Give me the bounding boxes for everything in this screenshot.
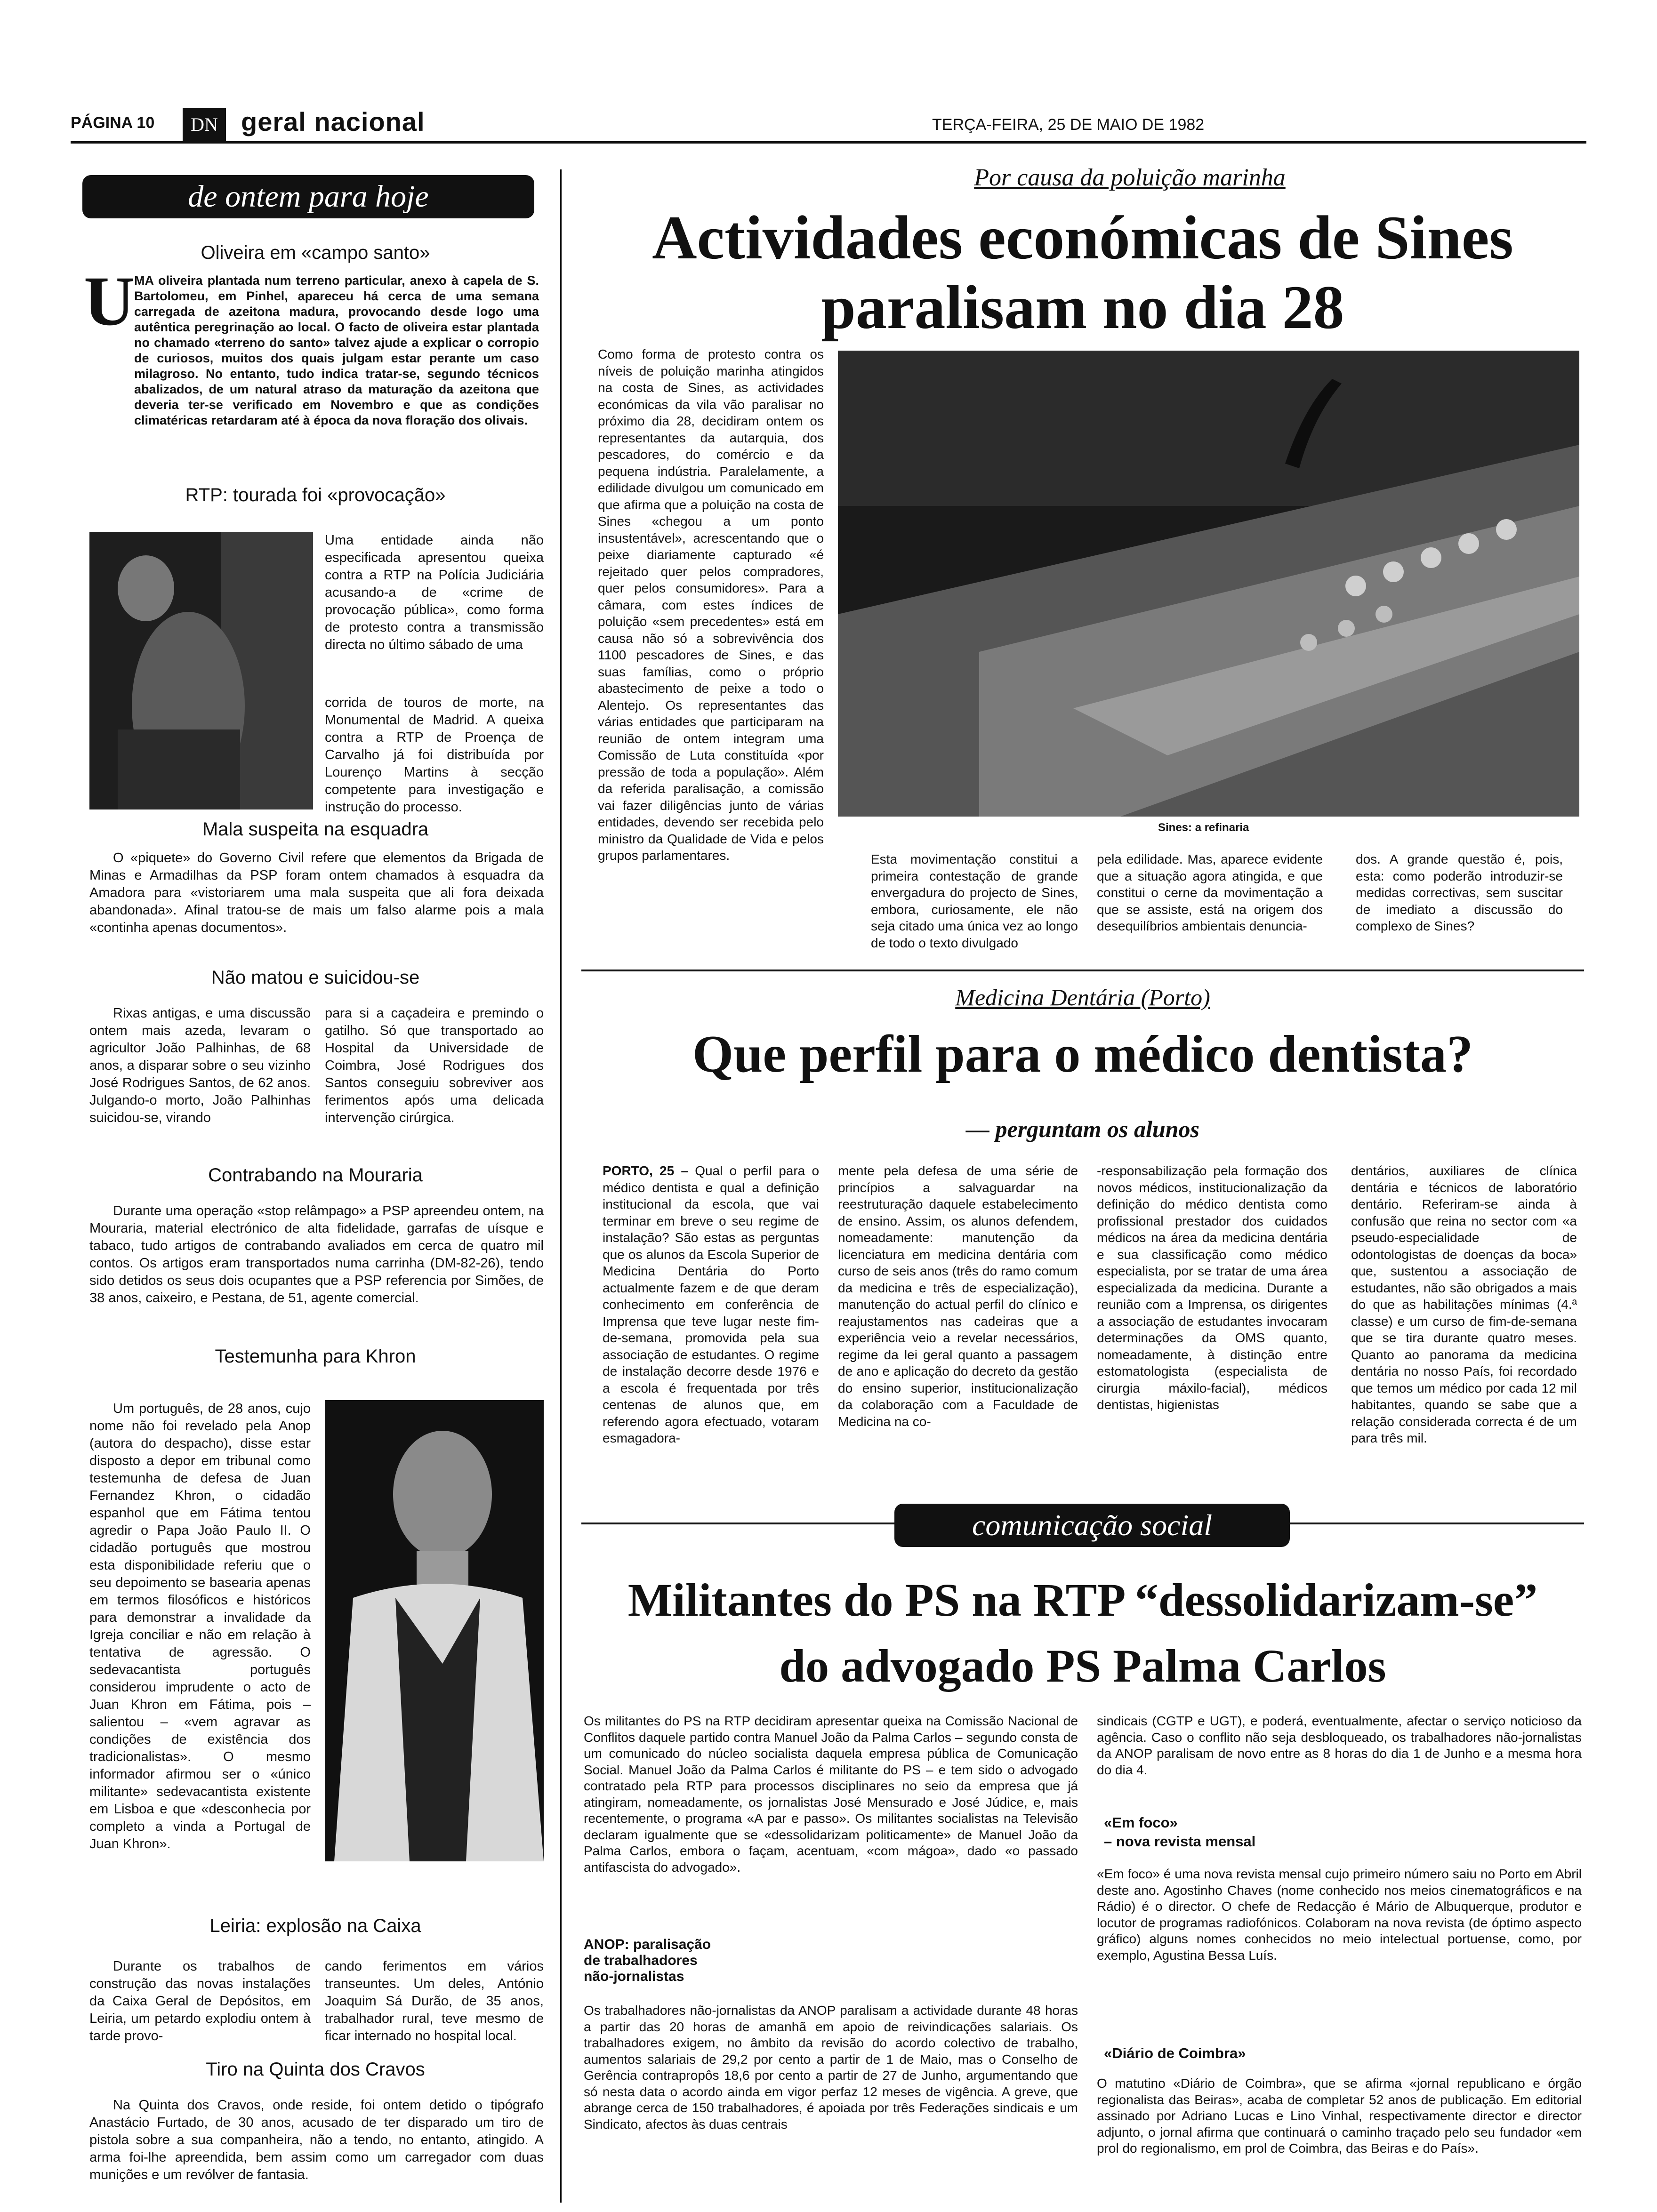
story-title-oliveira: Oliveira em «campo santo» [201,242,430,263]
headline-ps-2: do advogado PS Palma Carlos [779,1640,1386,1692]
headline-sines-2: paralisam no dia 28 [821,272,1344,342]
story-text-tiro: Na Quinta dos Cravos, onde reside, foi ontem detido o tipógrafo Anastácio Furtado, de 30 anos, acusado de ter disparado um tiro de pistola sobre a sua companheira, não a tendo, no entanto, atingido. A arma foi-lhe apreendida, bem assim como um carregador com duas munições e um revólver de fantasia. [89,2098,544,2182]
story-text-sines-4: dos. A grande questão é, pois, esta: como poderão introduzir-se medidas correctivas, sem suscitar de imediato a discussão do complexo de Sines? [1356,852,1563,933]
story-text-leiria-1: Durante os trabalhos de construção das novas instalações da Caixa Geral de Depósitos, em Leiria, um petardo explodiu ontem à tarde provo- [89,1959,311,2044]
newspaper-logo: DN [183,108,226,141]
section-banner-left: de ontem para hoje [82,175,534,218]
story-text-dentist-3: -responsabilização pela formação dos novos médicos, institucionalização da definição do médico dentista como profissional prestador dos cuidados médicos na área da medicina dentária e sua classificação como médico especialista, por se tratar de uma área especializada da medicina. Durante a reunião com a Imprensa, os dirigentes a associação de estudantes invocaram determinações da OMS quanto, nomeadamente, à distinção entre estomatologista (especialista de cirurgia máxilo-facial), médicos dentistas, higienistas [1097,1163,1327,1412]
story-title-rtp: RTP: tourada foi «provocação» [185,485,446,505]
story-text-rtp-a: Uma entidade ainda não especificada apresentou queixa contra a RTP na Polícia Judiciária acusando-a de «crime de provocação pública», como forma de protesto contra a transmissão directa no último sábado de uma [325,533,544,652]
bullfight-photo [89,532,313,809]
story-title-mala: Mala suspeita na esquadra [202,819,429,840]
story-text-dentist-1-body: Qual o perfil para o médico dentista e qual a definição institucional da escola, que vai terminar em breve o seu regime de instalação? São estas as perguntas que os alunos da Escola Superior de Medicina Dentária do Porto actualmente fazem e de que deram conhecimento em conferência de Imprensa que teve lugar neste fim-de-semana, promovida pela sua associação de estudantes. O regime de instalação decorre desde 1976 e a escola é frequentada por três centenas de alunos que, em referendo agora efectuado, votaram esmagadora- [603,1163,820,1445]
story-text-suicidio-1: Rixas antigas, e uma discussão ontem mais azeda, levaram o agricultor João Palhinhas, de 68 anos, a disparar sobre o seu vizinho José Rodrigues Santos, de 62 anos. Julgando-o morto, João Palhinhas suicidou-se, virando [89,1006,311,1125]
section-banner-comunicacao: comunicação social [894,1504,1290,1547]
story-text-anop: Os trabalhadores não-jornalistas da ANOP paralisam a actividade durante 48 horas a partir das 20 horas de amanhã em apoio de reivindicações salariais. Os trabalhadores exigem, no âmbito da revisão do acordo colectivo de trabalho, aumentos salariais de 29,2 por cento a partir de 1 de Maio, mas o Conselho de Gerência contrapropôs 18,6 por cento a partir de 27 de Junho, argumentando que só nesta data o acordo ainda em vigor perfaz 12 meses de vigência. A greve, que abrange cerca de 150 trabalhadores, é apoiada por três Federações sindicais e um Sindicato, afectos às duas centrais [584,2003,1078,2132]
caption-refinery: Sines: a refinaria [1158,821,1249,834]
story-text-sines-2: Esta movimentação constitui a primeira contestação de grande envergadura do projecto de Sines, embora, curiosamente, ele não seja citado uma única vez ao longo de todo o texto divulgado [871,852,1078,950]
story-text-dentist-2: mente pela defesa de uma série de princípios a salvaguardar na reestruturação daquele estabelecimento de ensino. Assim, os alunos defendem, nomeadamente: manutenção da licenciatura em medicina dentária com curso de seis anos (três do ramo comum da medicina e três de especialização), manutenção do actual perfil do clínico e reajustamentos nas cadeiras que a experiência veio a revelar necessários, regime da lei geral quanto a passagem de ano e aplicação do decreto da gestão do ensino superior, institucionalização da colaboração com a Faculdade de Medicina na co- [838,1163,1078,1429]
headline-sines-1: Actividades económicas de Sines [652,203,1513,272]
kicker-dentist: Medicina Dentária (Porto) [955,984,1210,1010]
story-text-rtp-b: corrida de touros de morte, na Monumental de Madrid. A queixa contra a RTP de Proença de Carvalho já foi distribuída por Lourenço Martins à secção competente para investigação e instrução do processo. [325,695,544,815]
story-text-diario-coimbra: O matutino «Diário de Coimbra», que se afirma «jornal republicano e órgão regionalista das Beiras», acaba de completar 52 anos de publicação. Em editorial assinado por Adriano Lucas e Lino Vinhal, respectivamente director e director adjunto, o jornal afirma que continuará o caminho traçado pelo seu fundador «em prol do regionalismo, em prol de Coimbra, das Beiras e do País». [1097,2076,1582,2156]
story-text-oliveira: MA oliveira plantada num terreno particular, anexo à capela de S. Bartolomeu, em Pinhel, apareceu há cerca de uma semana carregada de azeitona madura, provocando desde logo uma autêntica peregrinação ao local. O facto de oliveira estar plantada no chamado «terreno do santo» talvez ajude a explicar o corropio de curiosos, muitos dos quais julgam estar perante um caso milagroso. No entanto, tudo indica tratar-se, segundo técnicos abalizados, de um natural atraso da maturação da azeitona que deveria ter-se verificado em Novembro e que as condições climatéricas retardaram até à época da nova floração dos olivais. [134,273,539,427]
story-text-ps: Os militantes do PS na RTP decidiram apresentar queixa na Comissão Nacional de Conflitos daquele partido contra Manuel João da Palma Carlos – segundo consta de um comunicado do núcleo socialista daquela empresa pública de Comunicação Social. Manuel João da Palma Carlos é militante do PS – e tem sido o advogado contratado pela RTP para processos disciplinares no seio da empresa que já atingiram, nomeadamente, os jornalistas José Mensurado e José Júdice, e, mais recentemente, o programa «A par e passo». Os militantes socialistas na Televisão declaram igualmente que se «dessolidarizam politicamente» de Manuel João da Palma Carlos, embora o façam, acentuam, «com mágoa», dado «o passado antifascista do advogado». [584,1714,1078,1875]
story-text-anop-cont: sindicais (CGTP e UGT), e poderá, eventualmente, afectar o serviço noticioso da agência. Caso o conflito não seja desbloqueado, os trabalhadores não-jornalistas da ANOP paralisam de novo entre as 8 horas do dia 1 de Junho e a mesma hora do dia 4. [1097,1714,1582,1777]
subhead-em-foco: «Em foco» [1104,1814,1178,1831]
story-text-dentist-1 [603,1162,819,1447]
headline-ps-1: Militantes do PS na RTP “dessolidarizam-se” [627,1574,1538,1626]
story-text-sines-3: pela edilidade. Mas, aparece evidente que a situação agora atingida, e que constitui o cerne da movimentação a que se assiste, está na origem dos desequilíbrios ambientais denuncia- [1097,852,1323,933]
story-text-khron: Um português, de 28 anos, cujo nome não foi revelado pela Anop (autora do despacho), disse estar disposto a depor em tribunal como testemunha de defesa de Juan Fernandez Khron, o cidadão espanhol que em Fátima tentou agredir o Papa João Paulo II. O cidadão português que mostrou esta disponibilidade referiu que o seu depoimento se basearia apenas em termos filosóficos e históricos para demonstrar a invalidade da Igreja conciliar e não em relação à tentativa de agressão. O sedevacantista português considerou imprudente o acto de Juan Khron em Fátima, pois – salientou – «vem agravar as condições de existência dos tradicionalistas». O mesmo informador afirmou ser o «único militante» sedevacantista existente em Lisboa e que «desconhecia por completo a vinda a Portugal de Juan Khron». [89,1401,311,1851]
story-title-leiria: Leiria: explosão na Caixa [209,1915,421,1936]
page-number: PÁGINA 10 [71,114,155,132]
story-text-mala: O «piquete» do Governo Civil refere que elementos da Brigada de Minas e Armadilhas da PSP foram ontem chamados à esquadra da Amadora para «vistoriarem uma mala suspeita que ali fora deixada abandonada». Afinal tratou-se de mais um falso alarme pois a mala «continha apenas documentos». [89,850,544,935]
section-title: geral nacional [241,107,425,136]
story-title-khron: Testemunha para Khron [215,1346,416,1367]
subhead-diario-coimbra: «Diário de Coimbra» [1104,2045,1246,2061]
subhead-anop: ANOP: paralisação de trabalhadores não-jornalistas [584,1937,711,1984]
subhead-em-foco-2: – nova revista mensal [1104,1833,1256,1850]
section-rule-1 [581,970,1584,971]
subhead-dentist: — perguntam os alunos [966,1116,1199,1142]
refinery-photo [838,351,1579,817]
story-text-suicidio-2: para si a caçadeira e premindo o gatilho. Só que transportado ao Hospital da Universidade de Coimbra, José Rodrigues dos Santos conseguiu sobreviver aos ferimentos após uma delicada intervenção cirúrgica. [325,1006,544,1125]
dateline: PORTO, 25 – [603,1163,688,1178]
witness-photo [325,1400,544,1861]
story-text-contrabando: Durante uma operação «stop relâmpago» a PSP apreendeu ontem, na Mouraria, material electrónico de alta fidelidade, garrafas de uísque e tabaco, tudo artigos de contrabando avaliados em cerca de quatro mil contos. Os artigos eram transportados numa carrinha (DM-82-26), tendo sido detidos os seus dois ocupantes que a PSP referencia por Simões, de 38 anos, caixeiro, e Pestana, de 51, agente comercial. [89,1203,544,1306]
story-text-dentist-4: dentários, auxiliares de clínica dentária e técnicos de laboratório dentário. Referiram-se ainda à confusão que reina no sector com «a pseudo-especialidade de odontologistas de doenças da boca» que, sustentou a associação de estudantes, não são obrigados a mais do que as habilitações mínimas (4.ª classe) e um curso de fim-de-semana que se tira durante quatro meses. Quanto ao panorama da medicina dentária no nosso País, foi recordado que temos um médico por cada 12 mil habitantes, quando se sabe que a relação considerada correcta é de um para três mil. [1351,1163,1577,1445]
header-rule [71,141,1586,144]
story-text-em-foco: «Em foco» é uma nova revista mensal cujo primeiro número saiu no Porto em Abril deste ano. Agostinho Chaves (nome conhecido nos meios cinematográficos e na Rádio) é o director. O chefe de Redacção é Mário de Albuquerque, produtor e locutor de programas radiofónicos. Colaboram na nova revista (de óptimo aspecto gráfico) alguns nomes conhecidos no meio intelectual portuense, como, por exemplo, Agustina Bessa Luís. [1097,1867,1582,1963]
story-title-contrabando: Contrabando na Mouraria [208,1165,423,1186]
issue-date: TERÇA-FEIRA, 25 DE MAIO DE 1982 [932,116,1205,134]
kicker-sines: Por causa da poluição marinha [974,164,1286,191]
story-title-tiro: Tiro na Quinta dos Cravos [206,2059,425,2080]
drop-cap: U [84,262,135,340]
headline-dentist: Que perfil para o médico dentista? [692,1025,1473,1083]
story-text-leiria-2: cando ferimentos em vários transeuntes. Um deles, António Joaquim Sá Durão, de 35 anos, trabalhador rural, teve mesmo de ficar internado no hospital local. [325,1959,544,2044]
story-text-sines-left: Como forma de protesto contra os níveis de poluição marinha atingidos na costa de Sines, as actividades económicas da vila vão paralisar no próximo dia 28, decidiram ontem os representantes da autarquia, dos pescadores, do comércio e da pequena indústria. Paralelamente, a edilidade divulgou um comunicado em que afirma que a poluição na costa de Sines «chegou a um ponto insustentável», acrescentando que o peixe diariamente capturado «é rejeitado quer pelos compradores, quer pelos consumidores». Para a câmara, com estes índices de poluição «sem precedentes» está em causa não só a sobrevivência dos 1100 pescadores de Sines, e das suas famílias, como o próprio abastecimento de peixe a todo o Alentejo. Os representantes das várias entidades que participaram na reunião de ontem integram uma Comissão de Luta constituída «por pressão de toda a população». Além da referida paralisação, a comissão vai fazer diligências junto de várias entidades, devendo ser recebida pelo ministro da Qualidade de Vida e pelos grupos parlamentares. [598,347,824,863]
story-title-suicidio: Não matou e suicidou-se [211,967,420,988]
column-divider [560,169,562,2203]
